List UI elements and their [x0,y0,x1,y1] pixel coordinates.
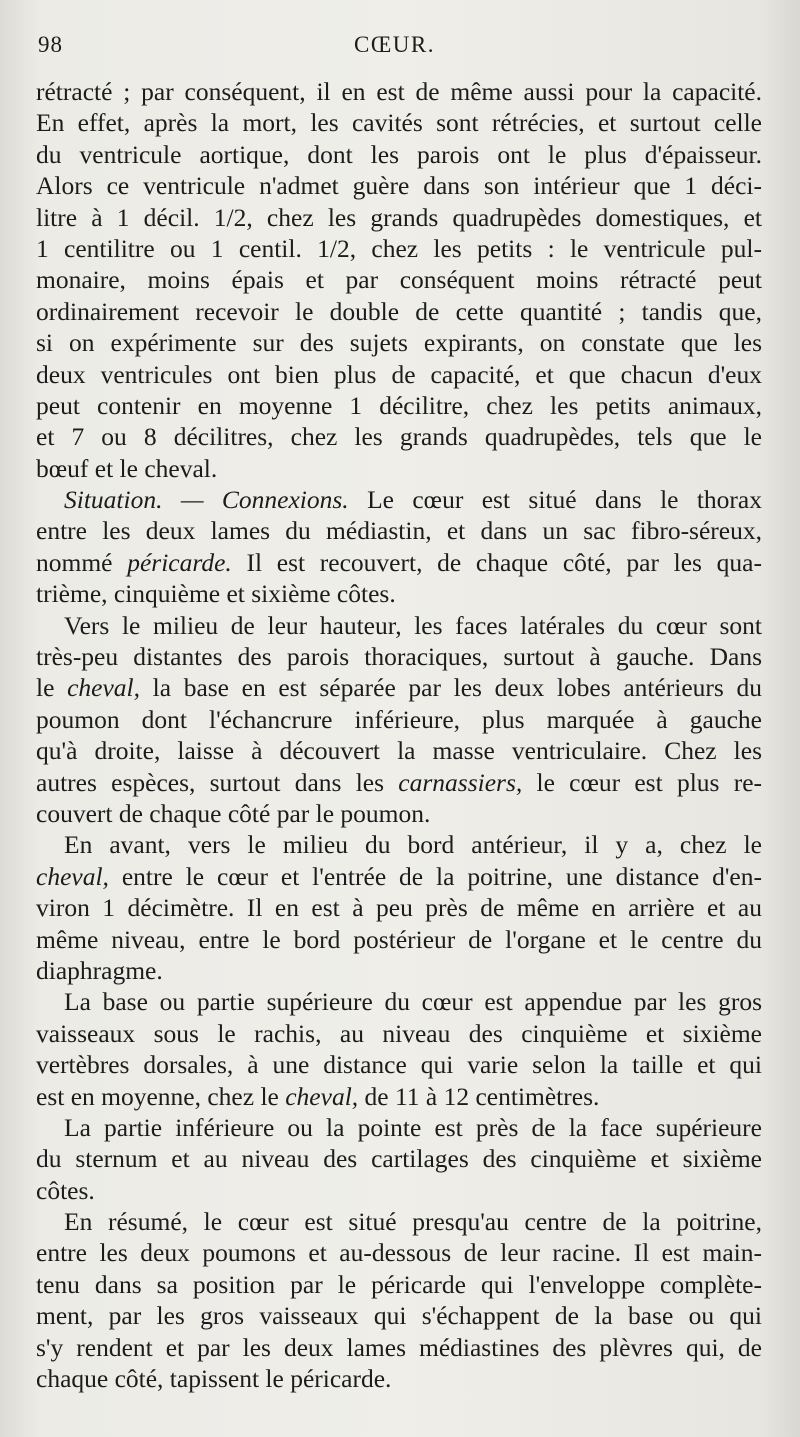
line-text: la base en est séparée par les deux lobes antérieurs du [139,673,763,703]
text-line [36,924,762,955]
text-line [36,359,762,390]
line-text: entre le cœur et l'entrée de la poitrine, une distance d'en- [108,861,762,891]
running-head [38,32,762,66]
text-line [36,1018,762,1049]
text-line [36,672,762,703]
line-text: entre les deux poumons et au-dessous de leur racine. Il est main- [36,1238,762,1268]
italic-term: péricarde. [127,547,232,577]
text-line [36,735,762,766]
text-line [36,1363,762,1394]
line-text: tenu dans sa position par le péricarde qui l'enveloppe complète- [36,1269,762,1299]
text-line [36,390,762,421]
line-text: couvert de chaque côté par le poumon. [36,798,431,828]
italic-lead: Situation. — Connexions. [64,485,349,515]
text-line [36,547,762,578]
text-line [36,767,762,798]
line-text: peut contenir en moyenne 1 décilitre, chez les petits animaux, [36,390,762,420]
text-before: nommé [36,547,128,577]
line-text: entre les deux lames du médiastin, et dans un sac fibro-séreux, [36,516,762,546]
line-text: viron 1 décimètre. Il en est à peu près de même en arrière et au [36,893,762,923]
italic-lead: cheval, [36,861,109,891]
text-line [36,296,762,327]
line-text: du sternum et au niveau des cartilages des cinquième et sixième [36,1144,762,1174]
line-text: même niveau, entre le bord postérieur de l'organe et le centre du [36,924,762,954]
page-number: 98 [38,32,63,57]
text-line [36,798,762,829]
text-line [36,1206,762,1237]
line-text: En effet, après la mort, les cavités sont rétrécies, et surtout celle [36,108,762,138]
text-line [36,202,762,233]
line-text: le cœur est plus re- [522,767,762,797]
text-line [36,327,762,358]
text-line [36,955,762,986]
text-before: autres espèces, surtout dans les [36,767,399,797]
text-line [36,1300,762,1331]
line-text: Vers le milieu de leur hauteur, les faces latérales du cœur sont [64,610,762,640]
line-text: poumon dont l'échancrure inférieure, plus marquée à gauche [36,704,762,734]
line-text: monaire, moins épais et par conséquent moins rétracté peut [36,265,762,295]
text-line [36,453,762,484]
line-text: En avant, vers le milieu du bord antérieur, il y a, chez le [64,830,762,860]
line-text: bœuf et le cheval. [36,453,218,483]
line-text: ment, par les gros vaisseaux qui s'échappent de la base ou qui [36,1301,762,1331]
text-line [36,578,762,609]
line-text: chaque côté, tapissent le péricarde. [36,1364,392,1394]
line-text: deux ventricules ont bien plus de capacité, et que chacun d'eux [36,359,762,389]
line-text: vaisseaux sous le rachis, au niveau des cinquième et sixième [36,1018,762,1048]
line-text: trième, cinquième et sixième côtes. [36,579,396,609]
text-before: le [36,673,68,703]
line-text: litre à 1 décil. 1/2, chez les grands quadrupèdes domestiques, et [36,202,762,232]
text-line [36,107,762,138]
line-text: côtes. [36,1175,95,1205]
line-text: très-peu distantes des parois thoraciques, surtout à gauche. Dans [36,642,762,672]
line-text: La partie inférieure ou la pointe est près de la face supérieure [64,1112,762,1142]
text-line [36,1269,762,1300]
text-line [36,170,762,201]
text-line [36,1143,762,1174]
text-line [36,76,762,107]
line-text: Alors ce ventricule n'admet guère dans son intérieur que 1 déci- [36,171,762,201]
line-text: qu'à droite, laisse à découvert la masse ventriculaire. Chez les [36,736,762,766]
line-text: En résumé, le cœur est situé presqu'au centre de la poitrine, [64,1207,762,1237]
text-line [36,1332,762,1363]
text-line [36,892,762,923]
text-line [36,1112,762,1143]
text-line [36,1049,762,1080]
text-line [36,704,762,735]
line-text: diaphragme. [36,955,163,985]
line-text: Il est recouvert, de chaque côté, par les qua- [231,547,762,577]
line-text: vertèbres dorsales, à une distance qui varie selon la taille et qui [36,1050,762,1080]
line-text: s'y rendent et par les deux lames médiastines des plèvres qui, de [36,1332,762,1362]
line-text: La base ou partie supérieure du cœur est appendue par les gros [64,987,762,1017]
text-line [36,233,762,264]
line-text: et 7 ou 8 décilitres, chez les grands quadrupèdes, tels que le [36,422,762,452]
line-text: si on expérimente sur des sujets expirants, on constate que les [36,328,762,358]
text-line [36,484,762,515]
text-line [36,861,762,892]
line-text: du ventricule aortique, dont les parois ont le plus d'épaisseur. [36,139,762,169]
italic-term: cheval, [285,1081,359,1111]
text-line [36,1175,762,1206]
line-text: rétracté ; par conséquent, il en est de même aussi pour la capacité. [36,77,762,106]
italic-term: cheval, [67,673,140,703]
body-text [36,76,762,1394]
text-line [36,986,762,1017]
text-line [36,1237,762,1268]
text-line [36,829,762,860]
text-line [36,610,762,641]
text-line [36,641,762,672]
line-text: 1 centilitre ou 1 centil. 1/2, chez les petits : le ventricule pul- [36,233,762,263]
text-line [36,264,762,295]
line-text: ordinairement recevoir le double de cette quantité ; tandis que, [36,296,762,326]
text-line [36,421,762,452]
line-text: de 11 à 12 centimètres. [358,1081,600,1111]
running-title: CŒUR. [354,32,435,57]
line-text: Le cœur est situé dans le thorax [348,485,762,515]
text-line [36,1081,762,1112]
italic-term: carnassiers, [398,767,523,797]
text-line [36,515,762,546]
text-before: est en moyenne, chez le [36,1081,286,1111]
text-line [36,139,762,170]
